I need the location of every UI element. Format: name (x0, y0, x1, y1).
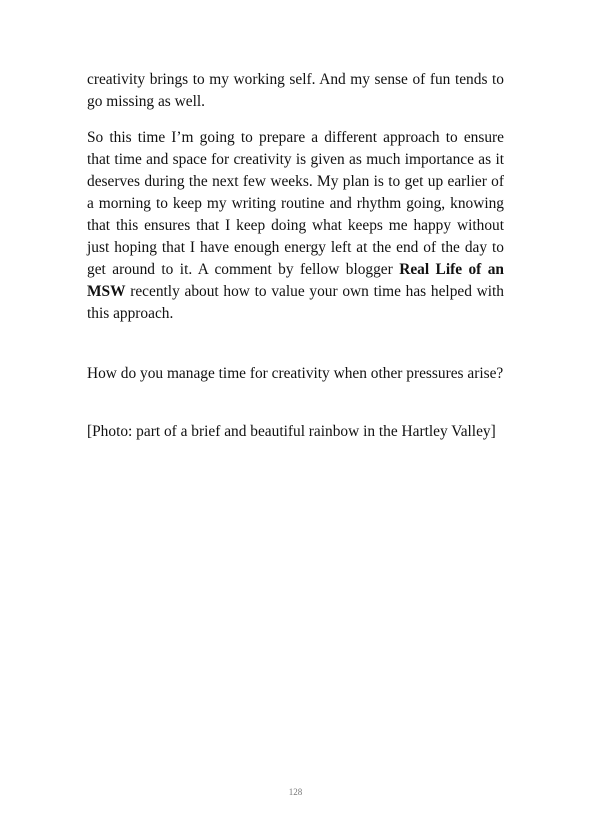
blog-name-bold: Real Life of an MSW (87, 261, 504, 300)
photo-caption: [Photo: part of a brief and beautiful rainbow in the Hartley Valley] (87, 423, 496, 440)
paragraph-2-text-end: recently about how to value your own time has helped with this approach. (87, 283, 504, 322)
paragraph-2-text-start: So this time I’m going to prepare a different approach to ensure that time and space for creativity is given as much importance as it deserves during the next few weeks. My plan is to get up earlier of a morning to keep my writing routine and rhythm going, knowing that this ensures that I keep doing what keeps me happy without just hoping that I have enough energy left at the end of the day to get around to it. A comment by fellow blogger (87, 129, 504, 278)
paragraph-1 (87, 69, 504, 113)
page-number: 128 (288, 787, 303, 797)
paragraph-2-text (87, 127, 504, 325)
paragraph-3 (87, 363, 504, 385)
paragraph-3-text: How do you manage time for creativity when other pressures arise? (87, 365, 504, 382)
paragraph-2 (87, 127, 504, 325)
paragraph-1-text: creativity brings to my working self. And my sense of fun tends to go missing as well. (87, 71, 504, 110)
paragraph-4 (87, 421, 504, 443)
